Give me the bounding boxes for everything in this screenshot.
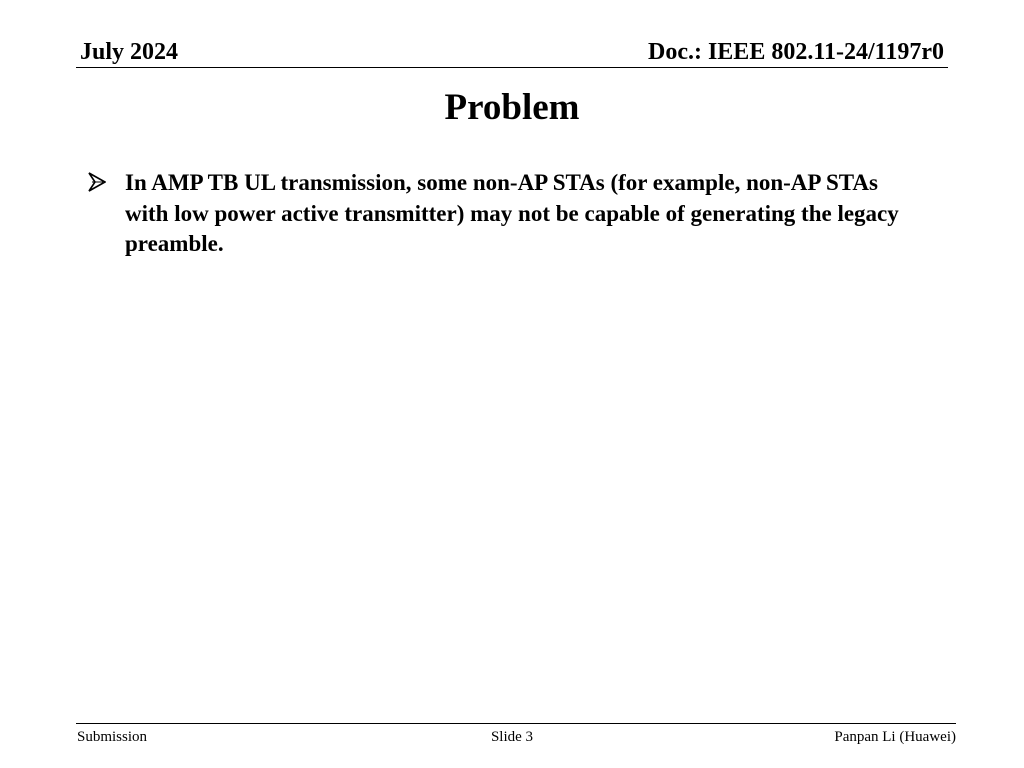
header-document-id: Doc.: IEEE 802.11-24/1197r0 [647,39,944,65]
bullet-list [86,168,916,260]
bullet-item [86,168,916,260]
footer-author: Panpan Li (Huawei) [834,729,956,745]
bullet-text: In AMP TB UL transmission, some non-AP STAs (for example, non-AP STAs with low power active transmitter) may not be capable of generating the legacy preamble. [125,170,899,256]
slide-title: Problem [444,87,580,128]
header-divider [76,67,948,68]
header-date: July 2024 [80,39,179,65]
arrowhead-bullet-icon [88,171,106,193]
footer-slide-number: Slide 3 [490,729,534,745]
footer-submission: Submission [77,729,148,745]
footer-divider [76,723,956,724]
